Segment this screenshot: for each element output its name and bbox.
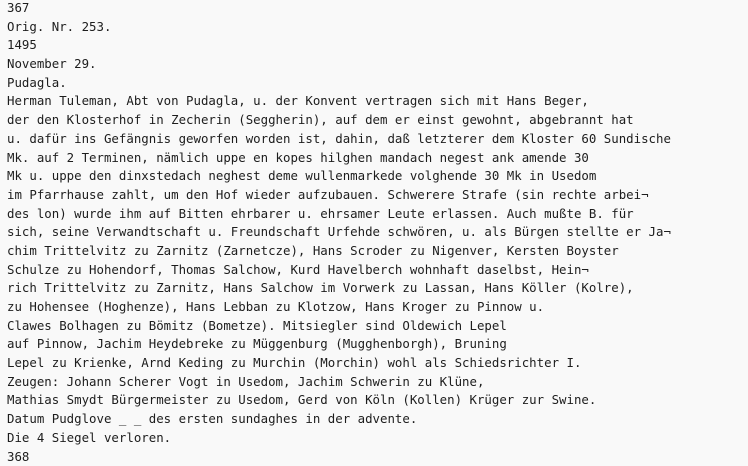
text-line: im Pfarrhause zahlt, um den Hof wieder aufzubauen. Schwerere Strafe (sin rechte arbei¬ [7,186,671,205]
text-line: rich Trittelvitz zu Zarnitz, Hans Salchow im Vorwerk zu Lassan, Hans Köller (Kolre), [7,279,671,298]
text-line: Mk u. uppe den dinxstedach neghest deme wullenmarkede volghende 30 Mk in Usedom [7,167,671,186]
line-witnesses: Zeugen: Johann Scherer Vogt in Usedom, Jachim Schwerin zu Klüne, [7,373,671,392]
text-line: des lon) wurde ihm auf Bitten ehrbarer u. ehrsamer Leute erlassen. Auch mußte B. für [7,205,671,224]
line-next-doc-number: 368 [7,448,671,466]
text-line: Mathias Smydt Bürgermeister zu Usedom, Gerd von Köln (Kollen) Krüger zur Swine. [7,391,671,410]
text-line: Clawes Bolhagen zu Bömitz (Bometze). Mitsiegler sind Oldewich Lepel [7,317,671,336]
text-line: chim Trittelvitz zu Zarnitz (Zarnetcze), Hans Scroder zu Nigenver, Kersten Boyster [7,242,671,261]
line-year: 1495 [7,36,671,55]
text-line: sich, seine Verwandtschaft u. Freundschaft Urfehde schwören, u. als Bürgen stellte er Ja¬ [7,223,671,242]
text-line: der den Klosterhof in Zecherin (Seggherin), auf dem er einst gewohnt, abgebrannt hat [7,111,671,130]
line-place: Pudagla. [7,74,671,93]
line-dating: Datum Pudglove _ _ des ersten sundaghes in der advente. [7,410,671,429]
line-seals-note: Die 4 Siegel verloren. [7,429,671,448]
text-line: Mk. auf 2 Terminen, nämlich uppe en kopes hilghen mandach negest ank amende 30 [7,149,671,168]
text-line: u. dafür ins Gefängnis geworfen worden ist, dahin, daß letzterer dem Kloster 60 Sundische [7,130,671,149]
text-line: Lepel zu Krienke, Arnd Keding zu Murchin (Morchin) wohl als Schiedsrichter I. [7,354,671,373]
text-line: Herman Tuleman, Abt von Pudagla, u. der Konvent vertragen sich mit Hans Beger, [7,92,671,111]
document-text [7,0,671,466]
line-doc-number: 367 [7,0,671,18]
text-line: auf Pinnow, Jachim Heydebreke zu Müggenburg (Mugghenborgh), Bruning [7,335,671,354]
text-line: Schulze zu Hohendorf, Thomas Salchow, Kurd Havelberch wohnhaft daselbst, Hein¬ [7,261,671,280]
line-orig-number: Orig. Nr. 253. [7,18,671,37]
line-date: November 29. [7,55,671,74]
text-line: zu Hohensee (Hoghenze), Hans Lebban zu Klotzow, Hans Kroger zu Pinnow u. [7,298,671,317]
